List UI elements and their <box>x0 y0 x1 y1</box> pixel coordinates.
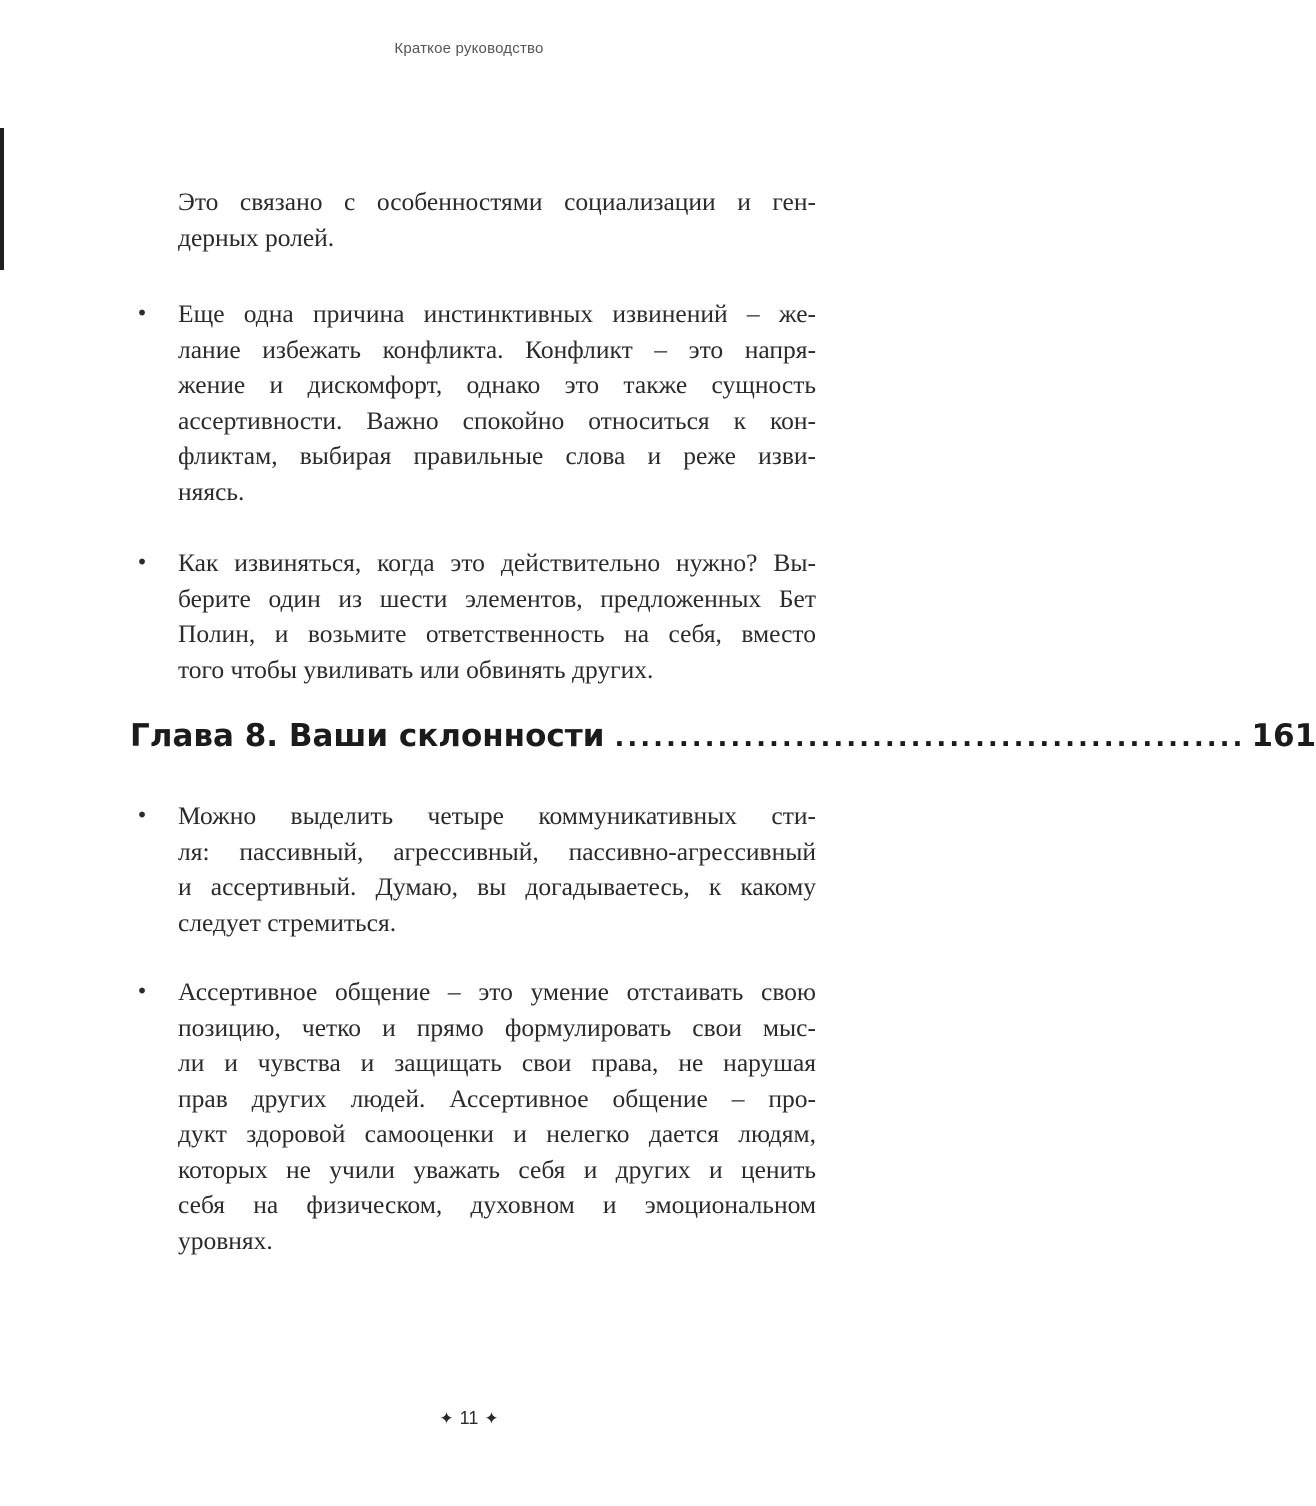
text-line: жение и дискомфорт, однако это также сущность <box>178 370 816 399</box>
text-line: позицию, четко и прямо формулировать свои мыс- <box>178 1012 816 1042</box>
text-line: и ассертивный. Думаю, вы догадываетесь, к какому <box>178 872 816 901</box>
text-line: ассертивности. Важно спокойно относиться к кон- <box>178 405 816 435</box>
bullet-marker: • <box>136 301 148 325</box>
chapter-leader-dots: ................................................. <box>614 723 1246 753</box>
bullet-paragraph-4 <box>178 974 816 1258</box>
text-line: Полин, и возьмите ответственность на себя, вместо <box>178 619 816 648</box>
running-head: Краткое руководство <box>394 40 544 57</box>
star-left-icon: ✦ <box>439 1409 454 1428</box>
chapter-title: Глава 8. Ваши склонности <box>130 718 605 754</box>
text-line: того чтобы увиливать или обвинять других. <box>178 654 654 684</box>
bullet-marker: • <box>136 979 148 1003</box>
star-right-icon: ✦ <box>484 1409 499 1428</box>
bullet-paragraph-2 <box>178 545 816 687</box>
bullet-marker: • <box>136 803 148 827</box>
text-line: себя на физическом, духовном и эмоциональном <box>178 1190 816 1219</box>
chapter-page-number: 161 <box>1251 718 1316 754</box>
text-line: Как извиняться, когда это действительно нужно? Вы- <box>178 548 816 577</box>
text-line: Ассертивное общение – это умение отстаивать свою <box>178 977 816 1006</box>
page-edge-mark <box>0 128 4 270</box>
text-line: лание избежать конфликта. Конфликт – это напря- <box>178 334 816 364</box>
chapter-heading <box>130 718 1316 766</box>
text-line: уровнях. <box>178 1225 273 1255</box>
bullet-marker: • <box>136 550 148 574</box>
text-line: берите один из шести элементов, предложенных Бет <box>178 583 816 613</box>
bullet-paragraph-1 <box>178 296 816 509</box>
text-line: няясь. <box>178 476 245 506</box>
bullet-paragraph-3 <box>178 798 816 940</box>
text-line: Это связано с особенностями социализации и ген- <box>178 187 816 216</box>
text-line: прав других людей. Ассертивное общение – про- <box>178 1083 816 1113</box>
text-line: дерных ролей. <box>178 222 335 252</box>
text-line: следует стремиться. <box>178 907 397 937</box>
page-folio <box>0 1408 938 1429</box>
text-line: ля: пассивный, агрессивный, пассивно-агрессивный <box>178 836 816 866</box>
continuation-paragraph <box>178 184 816 255</box>
text-line: ли и чувства и защищать свои права, не нарушая <box>178 1048 816 1077</box>
text-line: Можно выделить четыре коммуникативных сти- <box>178 801 816 830</box>
text-line: которых не учили уважать себя и других и ценить <box>178 1154 816 1184</box>
page-number: 11 <box>459 1408 479 1428</box>
text-line: Еще одна причина инстинктивных извинений – же- <box>178 299 816 328</box>
text-line: фликтам, выбирая правильные слова и реже изви- <box>178 441 816 470</box>
text-line: дукт здоровой самооценки и нелегко дается людям, <box>178 1119 816 1148</box>
